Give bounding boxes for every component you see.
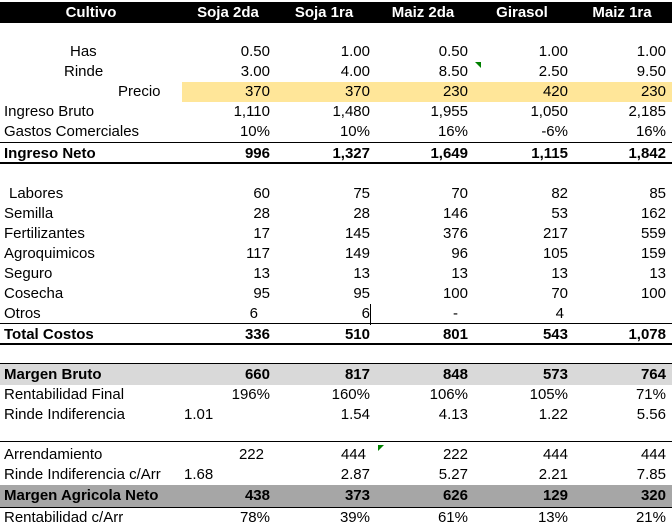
header-crop[interactable]: Soja 1ra [294, 4, 354, 21]
value-cell[interactable]: 1,955 [430, 103, 468, 120]
row-seguro [0, 264, 672, 284]
value-cell[interactable]: -6% [541, 123, 568, 140]
value-cell[interactable]: 82 [551, 185, 568, 202]
row-label[interactable]: Precio [118, 83, 161, 100]
comment-marker-icon[interactable] [378, 445, 384, 451]
value-cell[interactable]: 373 [344, 487, 370, 504]
value-cell[interactable]: 336 [244, 326, 270, 343]
value-cell[interactable]: - [453, 305, 458, 322]
row-arrendamiento [0, 445, 672, 465]
value-cell[interactable]: 1.00 [636, 43, 666, 60]
value-cell[interactable]: 95 [353, 285, 370, 302]
value-cell[interactable]: 230 [640, 83, 666, 100]
row-cosecha [0, 284, 672, 304]
value-cell[interactable]: 370 [344, 83, 370, 100]
value-cell[interactable]: 75 [353, 185, 370, 202]
value-cell[interactable]: 7.85 [636, 466, 666, 483]
value-cell[interactable]: 6 [249, 305, 258, 322]
row-label[interactable]: Ingreso Neto [4, 145, 96, 162]
value-cell[interactable]: 2.50 [538, 63, 568, 80]
value-cell[interactable]: 13% [537, 509, 568, 526]
value-cell[interactable]: 78% [239, 509, 270, 526]
value-cell[interactable]: 21% [635, 509, 666, 526]
value-cell[interactable]: 4.13 [438, 406, 468, 423]
row-label[interactable]: Gastos Comerciales [4, 123, 140, 140]
value-cell[interactable]: 1,078 [628, 326, 666, 343]
section-divider [0, 441, 672, 442]
value-cell[interactable]: 2.87 [340, 466, 370, 483]
row-label[interactable]: Seguro [4, 265, 53, 282]
value-cell[interactable]: 3.00 [240, 63, 270, 80]
header-crop[interactable]: Girasol [496, 4, 548, 21]
value-cell[interactable]: 217 [542, 225, 568, 242]
value-cell[interactable]: 100 [640, 285, 666, 302]
value-cell[interactable]: 106% [429, 386, 468, 403]
value-cell[interactable]: 196% [231, 386, 270, 403]
value-cell[interactable]: 2.21 [538, 466, 568, 483]
value-cell[interactable]: 817 [344, 366, 370, 383]
value-cell[interactable]: 70 [451, 185, 468, 202]
value-cell[interactable]: 1.01 [184, 406, 214, 423]
value-cell[interactable]: 100 [442, 285, 468, 302]
row-label[interactable]: Margen Agricola Neto [4, 487, 159, 504]
value-cell[interactable]: 1,050 [530, 103, 568, 120]
value-cell[interactable]: 95 [253, 285, 270, 302]
value-cell[interactable]: 444 [542, 446, 568, 463]
row-gastos-comerciales [0, 122, 672, 142]
value-cell[interactable]: 13 [451, 265, 468, 282]
value-cell[interactable]: 764 [640, 366, 666, 383]
row-label[interactable]: Semilla [4, 205, 54, 222]
row-label[interactable]: Cosecha [4, 285, 64, 302]
value-cell[interactable]: 376 [442, 225, 468, 242]
value-cell[interactable]: 0.50 [438, 43, 468, 60]
value-cell[interactable]: 162 [640, 205, 666, 222]
row-ingreso-bruto [0, 102, 672, 122]
value-cell[interactable]: 2,185 [628, 103, 666, 120]
value-cell[interactable]: 117 [246, 245, 270, 262]
value-cell[interactable]: 230 [442, 83, 468, 100]
value-cell[interactable]: 801 [442, 326, 468, 343]
row-label[interactable]: Labores [9, 185, 64, 202]
row-precio-label [0, 82, 182, 102]
value-cell[interactable]: 70 [551, 285, 568, 302]
value-cell[interactable] [572, 304, 666, 324]
value-cell[interactable]: 1,480 [332, 103, 370, 120]
value-cell[interactable]: 13 [551, 265, 568, 282]
value-cell[interactable]: 10% [239, 123, 270, 140]
value-cell[interactable]: 4 [555, 305, 564, 322]
row-label[interactable]: Fertilizantes [4, 225, 85, 242]
value-cell[interactable]: 5.27 [438, 466, 468, 483]
header-cultivo[interactable]: Cultivo [65, 4, 117, 21]
value-cell[interactable]: 1.00 [340, 43, 370, 60]
value-cell[interactable]: 10% [339, 123, 370, 140]
header-row [0, 2, 672, 23]
row-ingreso-neto [0, 142, 672, 164]
value-cell[interactable]: 1.00 [538, 43, 568, 60]
value-cell[interactable]: 559 [640, 225, 666, 242]
row-rentabilidad-final [0, 385, 672, 405]
row-label[interactable]: Otros [4, 305, 41, 322]
value-cell[interactable]: 28 [353, 205, 370, 222]
value-cell[interactable]: 626 [442, 487, 468, 504]
row-labores [0, 184, 672, 204]
value-cell[interactable]: 543 [542, 326, 568, 343]
value-cell[interactable]: 105% [529, 386, 568, 403]
header-crop[interactable]: Soja 2da [197, 4, 259, 21]
value-cell[interactable]: 60 [253, 185, 270, 202]
value-cell[interactable]: 17 [253, 225, 270, 242]
value-cell[interactable]: 438 [244, 487, 270, 504]
value-cell[interactable]: 320 [640, 487, 666, 504]
row-rinde-indiferencia-arr [0, 465, 672, 485]
row-agroquimicos [0, 244, 672, 264]
value-cell[interactable]: 13 [353, 265, 370, 282]
header-crop[interactable]: Maiz 1ra [592, 4, 652, 21]
value-cell[interactable]: 149 [344, 245, 370, 262]
value-cell[interactable]: 105 [542, 245, 568, 262]
value-cell[interactable]: 146 [442, 205, 468, 222]
value-cell[interactable]: 8.50 [438, 63, 468, 80]
value-cell[interactable]: 4.00 [340, 63, 370, 80]
value-cell[interactable]: 1.22 [538, 406, 568, 423]
value-cell[interactable]: 28 [253, 205, 270, 222]
value-cell[interactable]: 420 [542, 83, 568, 100]
value-cell[interactable]: 1,115 [531, 145, 568, 162]
value-cell[interactable]: 53 [551, 205, 568, 222]
row-label[interactable]: Ingreso Bruto [4, 103, 95, 120]
value-cell[interactable]: 160% [331, 386, 370, 403]
value-cell[interactable]: 370 [244, 83, 270, 100]
value-cell[interactable]: 9.50 [636, 63, 666, 80]
header-crop[interactable]: Maiz 2da [391, 4, 455, 21]
value-cell[interactable]: 96 [451, 245, 468, 262]
value-cell[interactable]: 85 [649, 185, 666, 202]
value-cell[interactable]: 39% [339, 509, 370, 526]
value-cell[interactable]: 222 [238, 446, 264, 463]
row-label[interactable]: Arrendamiento [4, 446, 103, 463]
value-cell[interactable]: 16% [635, 123, 666, 140]
row-label[interactable]: Total Costos [4, 326, 94, 343]
value-cell[interactable]: 159 [640, 245, 666, 262]
value-cell[interactable]: 1.68 [184, 466, 214, 483]
row-rinde-indiferencia [0, 405, 672, 425]
value-cell[interactable]: 6 [361, 305, 370, 322]
row-label[interactable]: Has [70, 43, 97, 60]
row-margen-bruto [0, 363, 672, 385]
value-cell[interactable]: 444 [340, 446, 366, 463]
value-cell[interactable]: 0.50 [240, 43, 270, 60]
value-cell[interactable]: 5.56 [636, 406, 666, 423]
row-otros [0, 304, 672, 324]
row-label[interactable]: Margen Bruto [4, 366, 102, 383]
value-cell[interactable]: 13 [253, 265, 270, 282]
value-cell[interactable]: 145 [344, 225, 370, 242]
value-cell[interactable]: 444 [640, 446, 666, 463]
row-semilla [0, 204, 672, 224]
value-cell[interactable]: 129 [542, 487, 568, 504]
row-label[interactable]: Rinde Indiferencia c/Arr [4, 466, 161, 483]
value-cell[interactable]: 71% [635, 386, 666, 403]
value-cell[interactable]: 510 [344, 326, 370, 343]
value-cell[interactable]: 1,327 [332, 145, 370, 162]
comment-marker-icon[interactable] [475, 62, 481, 68]
row-rentabilidad-arr [0, 507, 672, 527]
value-cell[interactable]: 61% [437, 509, 468, 526]
value-cell[interactable]: 222 [442, 446, 468, 463]
row-label[interactable]: Rinde Indiferencia [4, 406, 125, 423]
row-rinde [0, 62, 672, 82]
value-cell[interactable]: 13 [649, 265, 666, 282]
value-cell[interactable]: 996 [244, 145, 270, 162]
cell-border [370, 304, 371, 325]
value-cell[interactable]: 1,842 [628, 145, 666, 162]
value-cell[interactable]: 1,110 [233, 103, 270, 120]
row-label[interactable]: Rentabilidad c/Arr [4, 509, 124, 526]
row-label[interactable]: Agroquimicos [4, 245, 95, 262]
row-total-costos [0, 323, 672, 345]
value-cell[interactable]: 848 [442, 366, 468, 383]
row-has [0, 42, 672, 62]
row-label[interactable]: Rinde [64, 63, 104, 80]
value-cell[interactable]: 1.54 [340, 406, 370, 423]
value-cell[interactable]: 16% [437, 123, 468, 140]
row-label[interactable]: Rentabilidad Final [4, 386, 125, 403]
row-precio [182, 82, 672, 102]
value-cell[interactable]: 660 [244, 366, 270, 383]
value-cell[interactable]: 1,649 [430, 145, 468, 162]
row-fertilizantes [0, 224, 672, 244]
value-cell[interactable]: 573 [542, 366, 568, 383]
row-margen-agricola-neto [0, 485, 672, 507]
